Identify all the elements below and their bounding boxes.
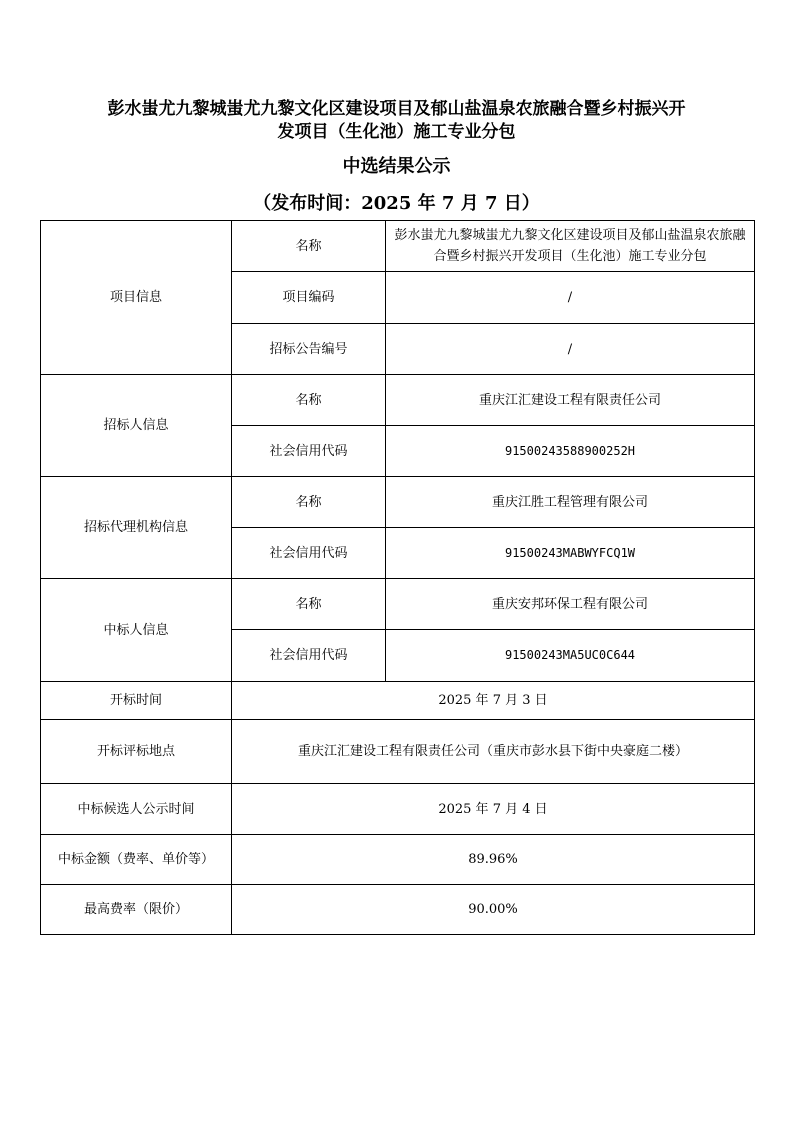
open-place-label: 开标评标地点 — [41, 720, 232, 784]
publish-date: （发布时间：2025 年 7 月 7 日） — [253, 193, 540, 214]
table-row — [41, 477, 755, 528]
table-row — [41, 784, 755, 835]
tenderer-credit-value: 91500243588900252H — [386, 426, 755, 477]
winner-credit-label: 社会信用代码 — [232, 630, 386, 682]
table-row — [41, 682, 755, 720]
agency-name-label: 名称 — [232, 477, 386, 528]
open-time-label: 开标时间 — [41, 682, 232, 720]
project-code-value: / — [386, 272, 755, 324]
tenderer-info-section: 招标人信息 — [41, 375, 232, 477]
table-row — [41, 720, 755, 784]
publicity-time-label: 中标候选人公示时间 — [41, 784, 232, 835]
document-heading: 中选结果公示 — [342, 156, 451, 177]
publicity-time-value: 2025 年 7 月 4 日 — [232, 784, 755, 835]
tenderer-credit-label: 社会信用代码 — [232, 426, 386, 477]
result-table — [40, 220, 755, 935]
table-row — [41, 835, 755, 885]
project-info-section: 项目信息 — [41, 221, 232, 375]
tenderer-name-label: 名称 — [232, 375, 386, 426]
tenderer-name-value: 重庆江汇建设工程有限责任公司 — [386, 375, 755, 426]
bid-amount-label: 中标金额（费率、单价等） — [41, 835, 232, 885]
table-row — [41, 375, 755, 426]
agency-credit-value: 91500243MABWYFCQ1W — [386, 528, 755, 579]
document-title-line-2: 发项目（生化池）施工专业分包 — [277, 122, 516, 142]
max-rate-value: 90.00% — [232, 885, 755, 935]
table-row — [41, 885, 755, 935]
open-time-value: 2025 年 7 月 3 日 — [232, 682, 755, 720]
winner-info-section: 中标人信息 — [41, 579, 232, 682]
max-rate-label: 最高费率（限价） — [41, 885, 232, 935]
agency-credit-label: 社会信用代码 — [232, 528, 386, 579]
document-title-line-1: 彭水蚩尤九黎城蚩尤九黎文化区建设项目及郁山盐温泉农旅融合暨乡村振兴开 — [107, 99, 686, 119]
agency-name-value: 重庆江胜工程管理有限公司 — [386, 477, 755, 528]
table-row — [41, 579, 755, 630]
notice-number-label: 招标公告编号 — [232, 324, 386, 375]
winner-name-value: 重庆安邦环保工程有限公司 — [386, 579, 755, 630]
notice-number-value: / — [386, 324, 755, 375]
open-place-value: 重庆江汇建设工程有限责任公司（重庆市彭水县下街中央豪庭二楼） — [232, 720, 755, 784]
winner-name-label: 名称 — [232, 579, 386, 630]
agency-info-section: 招标代理机构信息 — [41, 477, 232, 579]
winner-credit-value: 91500243MA5UC0C644 — [386, 630, 755, 682]
table-row — [41, 221, 755, 272]
project-name-label: 名称 — [232, 221, 386, 272]
project-name-value: 彭水蚩尤九黎城蚩尤九黎文化区建设项目及郁山盐温泉农旅融合暨乡村振兴开发项目（生化池）施工专业分包 — [386, 221, 755, 272]
project-code-label: 项目编码 — [232, 272, 386, 324]
bid-amount-value: 89.96% — [232, 835, 755, 885]
